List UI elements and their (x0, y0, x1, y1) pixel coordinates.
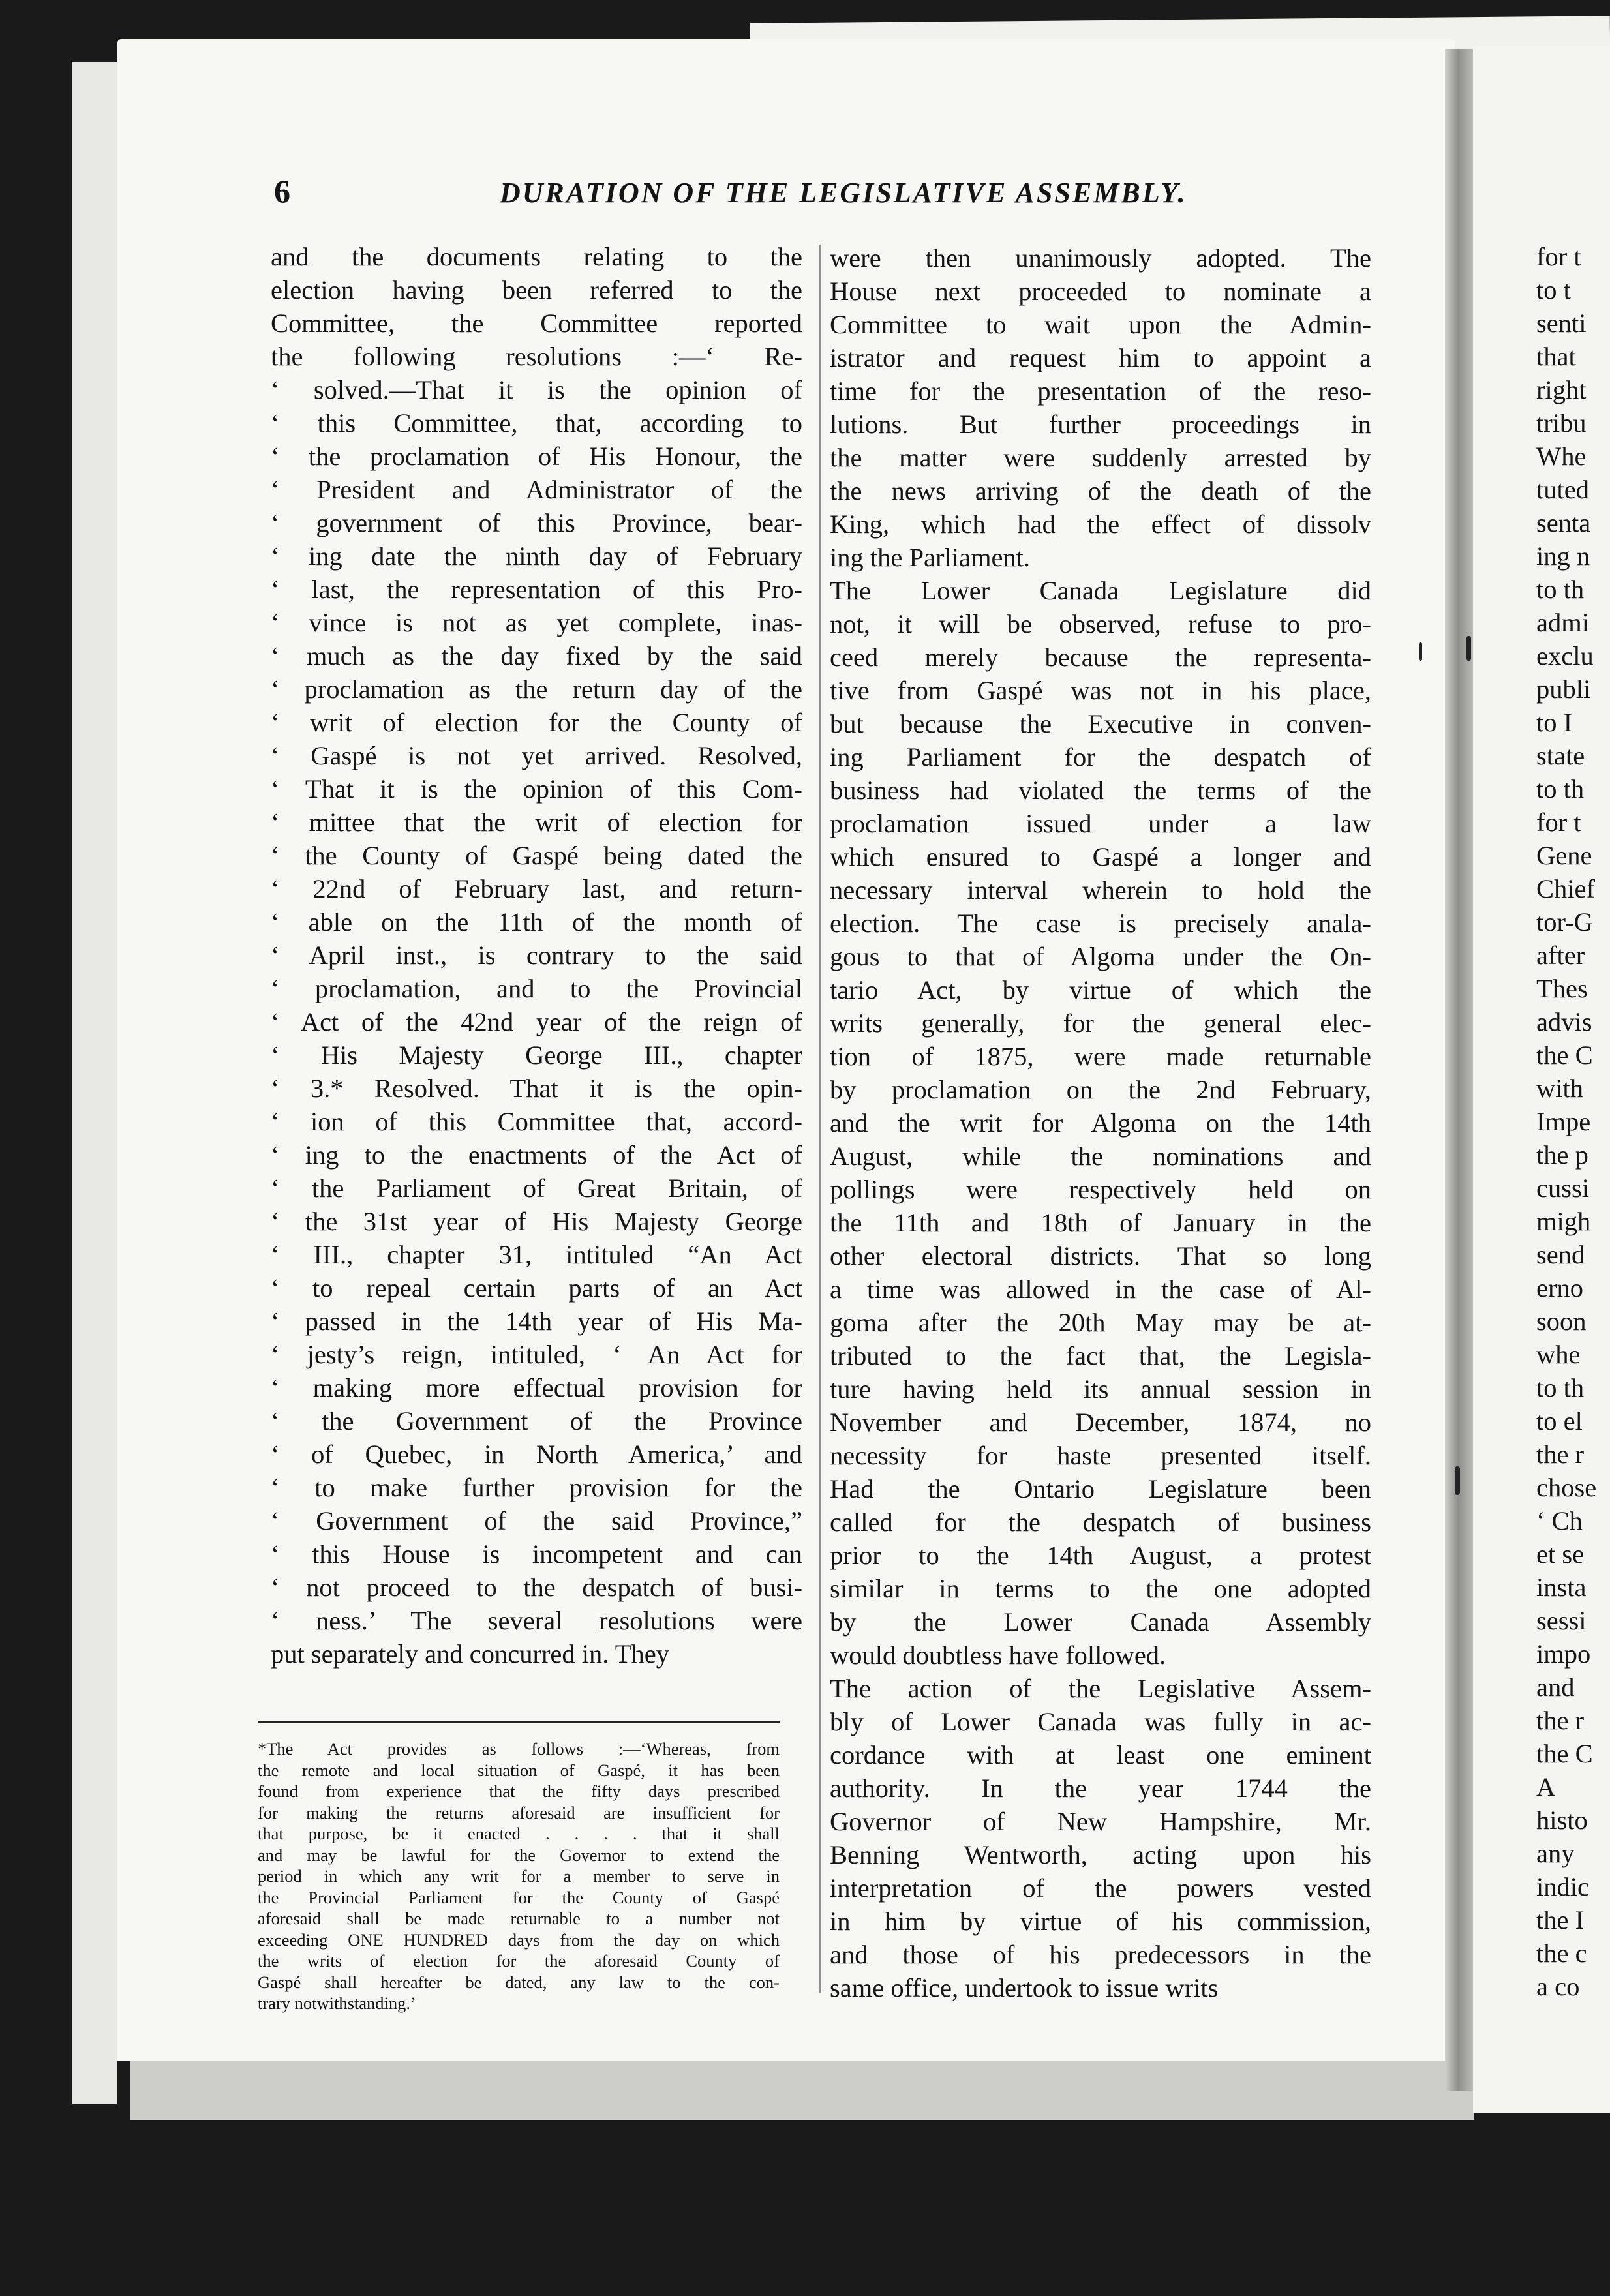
text-line: writs generally, for the general elec- (830, 1008, 1371, 1038)
text-line: ‘ solved.—That it is the opinion of (271, 375, 802, 404)
text-line: publi (1536, 674, 1591, 704)
text-line: after (1536, 941, 1585, 970)
text-line: and the documents relating to the (271, 242, 802, 271)
text-line: right (1536, 375, 1587, 404)
text-line: ‘ this House is incompetent and can (271, 1539, 802, 1569)
text-line: were then unanimously adopted. The (830, 243, 1371, 273)
text-line: interpretation of the powers vested (830, 1873, 1371, 1903)
text-line: pollings were respectively held on (830, 1175, 1371, 1204)
text-line: King, which had the effect of dissolv (830, 509, 1371, 539)
text-line: the Provincial Parliament for the County of Gaspé (258, 1887, 780, 1907)
text-line: the r (1536, 1706, 1585, 1735)
text-line: similar in terms to the one adopted (830, 1574, 1371, 1603)
text-line: Had the Ontario Legislature been (830, 1474, 1371, 1503)
text-line: ‘ the Parliament of Great Britain, of (271, 1173, 802, 1203)
text-line: to th (1536, 774, 1585, 804)
text-line: ‘ Act of the 42nd year of the reign of (271, 1007, 802, 1036)
text-line: prior to the 14th August, a protest (830, 1541, 1371, 1570)
text-line: bly of Lower Canada was fully in ac- (830, 1707, 1371, 1736)
text-line: Chief (1536, 874, 1595, 903)
text-line: authority. In the year 1744 the (830, 1774, 1371, 1803)
text-line: ‘ this Committee, that, according to (271, 408, 802, 438)
text-line: called for the despatch of business (830, 1507, 1371, 1537)
text-line: House next proceeded to nominate a (830, 277, 1371, 306)
text-line: A (1536, 1772, 1556, 1802)
text-line: ceed merely because the representa- (830, 642, 1371, 672)
text-line: period in which any writ for a member to serve in (258, 1866, 780, 1886)
text-line: ‘ 3.* Resolved. That it is the opin- (271, 1074, 802, 1103)
text-line: ‘ making more effectual provision for (271, 1373, 802, 1402)
text-line: ing the Parliament. (830, 543, 1031, 572)
text-line: ‘ not proceed to the despatch of busi- (271, 1573, 802, 1602)
text-line: ‘ jesty’s reign, intituled, ‘ An Act for (271, 1340, 802, 1369)
text-line: Gaspé shall hereafter be dated, any law to the con- (258, 1972, 780, 1992)
text-line: necessary interval wherein to hold the (830, 875, 1371, 905)
text-line: ‘ the proclamation of His Honour, the (271, 442, 802, 471)
text-line: tributed to the fact that, the Legisla- (830, 1341, 1371, 1370)
footnote (258, 1738, 780, 2014)
text-line: indic (1536, 1872, 1589, 1901)
text-line: August, while the nominations and (830, 1141, 1371, 1171)
text-line: and the writ for Algoma on the 14th (830, 1108, 1371, 1138)
text-line: by the Lower Canada Assembly (830, 1607, 1371, 1637)
text-line: the matter were suddenly arrested by (830, 443, 1371, 472)
text-line: the r (1536, 1440, 1585, 1469)
text-line: the remote and local situation of Gaspé, it has been (258, 1760, 780, 1780)
text-line: ‘ writ of election for the County of (271, 708, 802, 737)
text-line: chose (1536, 1473, 1597, 1502)
text-line: tive from Gaspé was not in his place, (830, 676, 1371, 705)
book-gutter (1445, 49, 1474, 2091)
text-line: which ensured to Gaspé a longer and (830, 842, 1371, 871)
text-line: ‘ mittee that the writ of election for (271, 808, 802, 837)
text-line: ‘ passed in the 14th year of His Ma- (271, 1307, 802, 1336)
text-line: ‘ April inst., is contrary to the said (271, 941, 802, 970)
text-line: aforesaid shall be made returnable to a number not (258, 1909, 780, 1928)
text-line: ‘ ing date the ninth day of February (271, 541, 802, 571)
text-line: erno (1536, 1273, 1583, 1303)
text-line: proclamation issued under a law (830, 809, 1371, 838)
text-line: tario Act, by virtue of which the (830, 975, 1371, 1004)
text-line: tion of 1875, were made returnable (830, 1042, 1371, 1071)
text-line: for t (1536, 808, 1581, 837)
text-line: Thes (1536, 974, 1588, 1003)
footnote-rule (258, 1721, 780, 1723)
text-line: ‘ of Quebec, in North America,’ and (271, 1440, 802, 1469)
text-line: trary notwithstanding.’ (258, 1993, 416, 2013)
text-line: insta (1536, 1573, 1587, 1602)
text-line: November and December, 1874, no (830, 1408, 1371, 1437)
column-divider (819, 245, 821, 1993)
text-line: but because the Executive in conven- (830, 709, 1371, 738)
text-line: would doubtless have followed. (830, 1640, 1166, 1670)
text-line: Committee to wait upon the Admin- (830, 310, 1371, 339)
text-line: histo (1536, 1805, 1588, 1835)
text-line: tor-G (1536, 907, 1593, 937)
text-line: to th (1536, 1373, 1585, 1402)
text-line: the p (1536, 1140, 1588, 1170)
text-line: the news arriving of the death of the (830, 476, 1371, 506)
text-line: The action of the Legislative Assem- (830, 1674, 1371, 1703)
text-line: Impe (1536, 1107, 1591, 1136)
text-line: with (1536, 1074, 1584, 1103)
underlying-page-bottom (130, 2061, 1474, 2120)
text-line: any (1536, 1839, 1575, 1868)
text-line: tribu (1536, 408, 1587, 438)
text-line: the writs of election for the aforesaid County of (258, 1951, 780, 1971)
text-line: Benning Wentworth, acting upon his (830, 1840, 1371, 1869)
text-line: senta (1536, 508, 1591, 537)
text-line: ‘ ing to the enactments of the Act of (271, 1140, 802, 1170)
text-line: put separately and concurred in. They (271, 1639, 670, 1669)
text-line: to el (1536, 1406, 1583, 1436)
text-line: for making the returns aforesaid are insufficient for (258, 1802, 780, 1822)
running-title: DURATION OF THE LEGISLATIVE ASSEMBLY. (500, 177, 1187, 209)
text-line: to th (1536, 575, 1585, 604)
text-line: to t (1536, 275, 1571, 305)
text-line: ‘ the Government of the Province (271, 1406, 802, 1436)
text-line: ‘ able on the 11th of the month of (271, 907, 802, 937)
text-line: sessi (1536, 1606, 1587, 1635)
text-line: ture having held its annual session in (830, 1374, 1371, 1404)
text-line: other electoral districts. That so long (830, 1241, 1371, 1271)
text-line: necessity for haste presented itself. (830, 1441, 1371, 1470)
page-number: 6 (274, 173, 290, 209)
text-line: a time was allowed in the case of Al- (830, 1275, 1371, 1304)
scan-mark (1455, 1466, 1460, 1495)
text-line: ‘ Government of the said Province,” (271, 1506, 802, 1535)
text-line: senti (1536, 309, 1587, 338)
middle-text-column (830, 241, 1371, 2004)
scan-mark (1419, 642, 1422, 661)
text-line: ‘ the County of Gaspé being dated the (271, 841, 802, 870)
text-line: ‘ That it is the opinion of this Com- (271, 774, 802, 804)
text-line: The Lower Canada Legislature did (830, 576, 1371, 605)
text-line: ‘ vince is not as yet complete, inas- (271, 608, 802, 637)
text-line: election having been referred to the (271, 275, 802, 305)
text-line: the C (1536, 1739, 1593, 1768)
text-line: ing Parliament for the despatch of (830, 742, 1371, 772)
text-line: Governor of New Hampshire, Mr. (830, 1807, 1371, 1836)
text-line: the I (1536, 1905, 1585, 1935)
text-line: ‘ government of this Province, bear- (271, 508, 802, 537)
text-line: gous to that of Algoma under the On- (830, 942, 1371, 971)
text-line: lutions. But further proceedings in (830, 410, 1371, 439)
left-text-column (271, 240, 802, 1670)
text-line: ‘ President and Administrator of the (271, 475, 802, 504)
facing-page-text-fragments (1536, 240, 1610, 2003)
text-line: advis (1536, 1007, 1592, 1036)
text-line: ‘ to repeal certain parts of an Act (271, 1273, 802, 1303)
text-line: ‘ III., chapter 31, intituled “An Act (271, 1240, 802, 1269)
scan-mark (1466, 636, 1471, 661)
text-line: tuted (1536, 475, 1589, 504)
text-line: and may be lawful for the Governor to extend the (258, 1845, 780, 1865)
text-line: cussi (1536, 1173, 1589, 1203)
text-line: ‘ much as the day fixed by the said (271, 641, 802, 671)
text-line: soon (1536, 1307, 1587, 1336)
text-line: election. The case is precisely anala- (830, 909, 1371, 938)
text-line: found from experience that the fifty days prescribed (258, 1781, 780, 1801)
text-line: goma after the 20th May may be at- (830, 1308, 1371, 1337)
text-line: ‘ last, the representation of this Pro- (271, 575, 802, 604)
text-line: for t (1536, 242, 1581, 271)
text-line: istrator and request him to appoint a (830, 343, 1371, 372)
text-line: impo (1536, 1639, 1591, 1669)
text-line: et se (1536, 1539, 1585, 1569)
text-line: time for the presentation of the reso- (830, 376, 1371, 406)
text-line: exceeding ONE HUNDRED days from the day on which (258, 1929, 780, 1950)
text-line: admi (1536, 608, 1589, 637)
text-line: not, it will be observed, refuse to pro- (830, 609, 1371, 639)
text-line: ‘ Ch (1536, 1506, 1583, 1535)
text-line: ‘ ness.’ The several resolutions were (271, 1606, 802, 1635)
text-line: the 11th and 18th of January in the (830, 1208, 1371, 1237)
text-line: ‘ His Majesty George III., chapter (271, 1040, 802, 1070)
text-line: exclu (1536, 641, 1594, 671)
text-line: by proclamation on the 2nd February, (830, 1075, 1371, 1104)
text-line: ‘ Gaspé is not yet arrived. Resolved, (271, 741, 802, 770)
text-line: ing n (1536, 541, 1590, 571)
text-line: Gene (1536, 841, 1592, 870)
text-line: whe (1536, 1340, 1581, 1369)
text-line: state (1536, 741, 1585, 770)
text-line: business had violated the terms of the (830, 776, 1371, 805)
text-line: cordance with at least one eminent (830, 1740, 1371, 1770)
text-line: migh (1536, 1207, 1591, 1236)
text-line: ‘ the 31st year of His Majesty George (271, 1207, 802, 1236)
underlying-page-left-edge (72, 62, 117, 2104)
text-line: Committee, the Committee reported (271, 309, 802, 338)
text-line: that (1536, 342, 1576, 371)
text-line: in him by virtue of his commission, (830, 1907, 1371, 1936)
text-line: send (1536, 1240, 1585, 1269)
text-line: the following resolutions :—‘ Re- (271, 342, 802, 371)
text-line: ‘ proclamation, and to the Provincial (271, 974, 802, 1003)
text-line: ‘ proclamation as the return day of the (271, 674, 802, 704)
text-line: the c (1536, 1939, 1587, 1968)
text-line: ‘ ion of this Committee that, accord- (271, 1107, 802, 1136)
text-line: the C (1536, 1040, 1593, 1070)
text-line: to I (1536, 708, 1573, 737)
text-line: *The Act provides as follows :—‘Whereas, from (258, 1739, 780, 1759)
text-line: that purpose, be it enacted . . . . that it shall (258, 1824, 780, 1843)
text-line: a co (1536, 1972, 1580, 2001)
text-line: and (1536, 1672, 1575, 1702)
text-line: ‘ 22nd of February last, and return- (271, 874, 802, 903)
text-line: same office, undertook to issue writs (830, 1973, 1219, 2002)
text-line: and those of his predecessors in the (830, 1940, 1371, 1969)
text-line: ‘ to make further provision for the (271, 1473, 802, 1502)
text-line: Whe (1536, 442, 1587, 471)
